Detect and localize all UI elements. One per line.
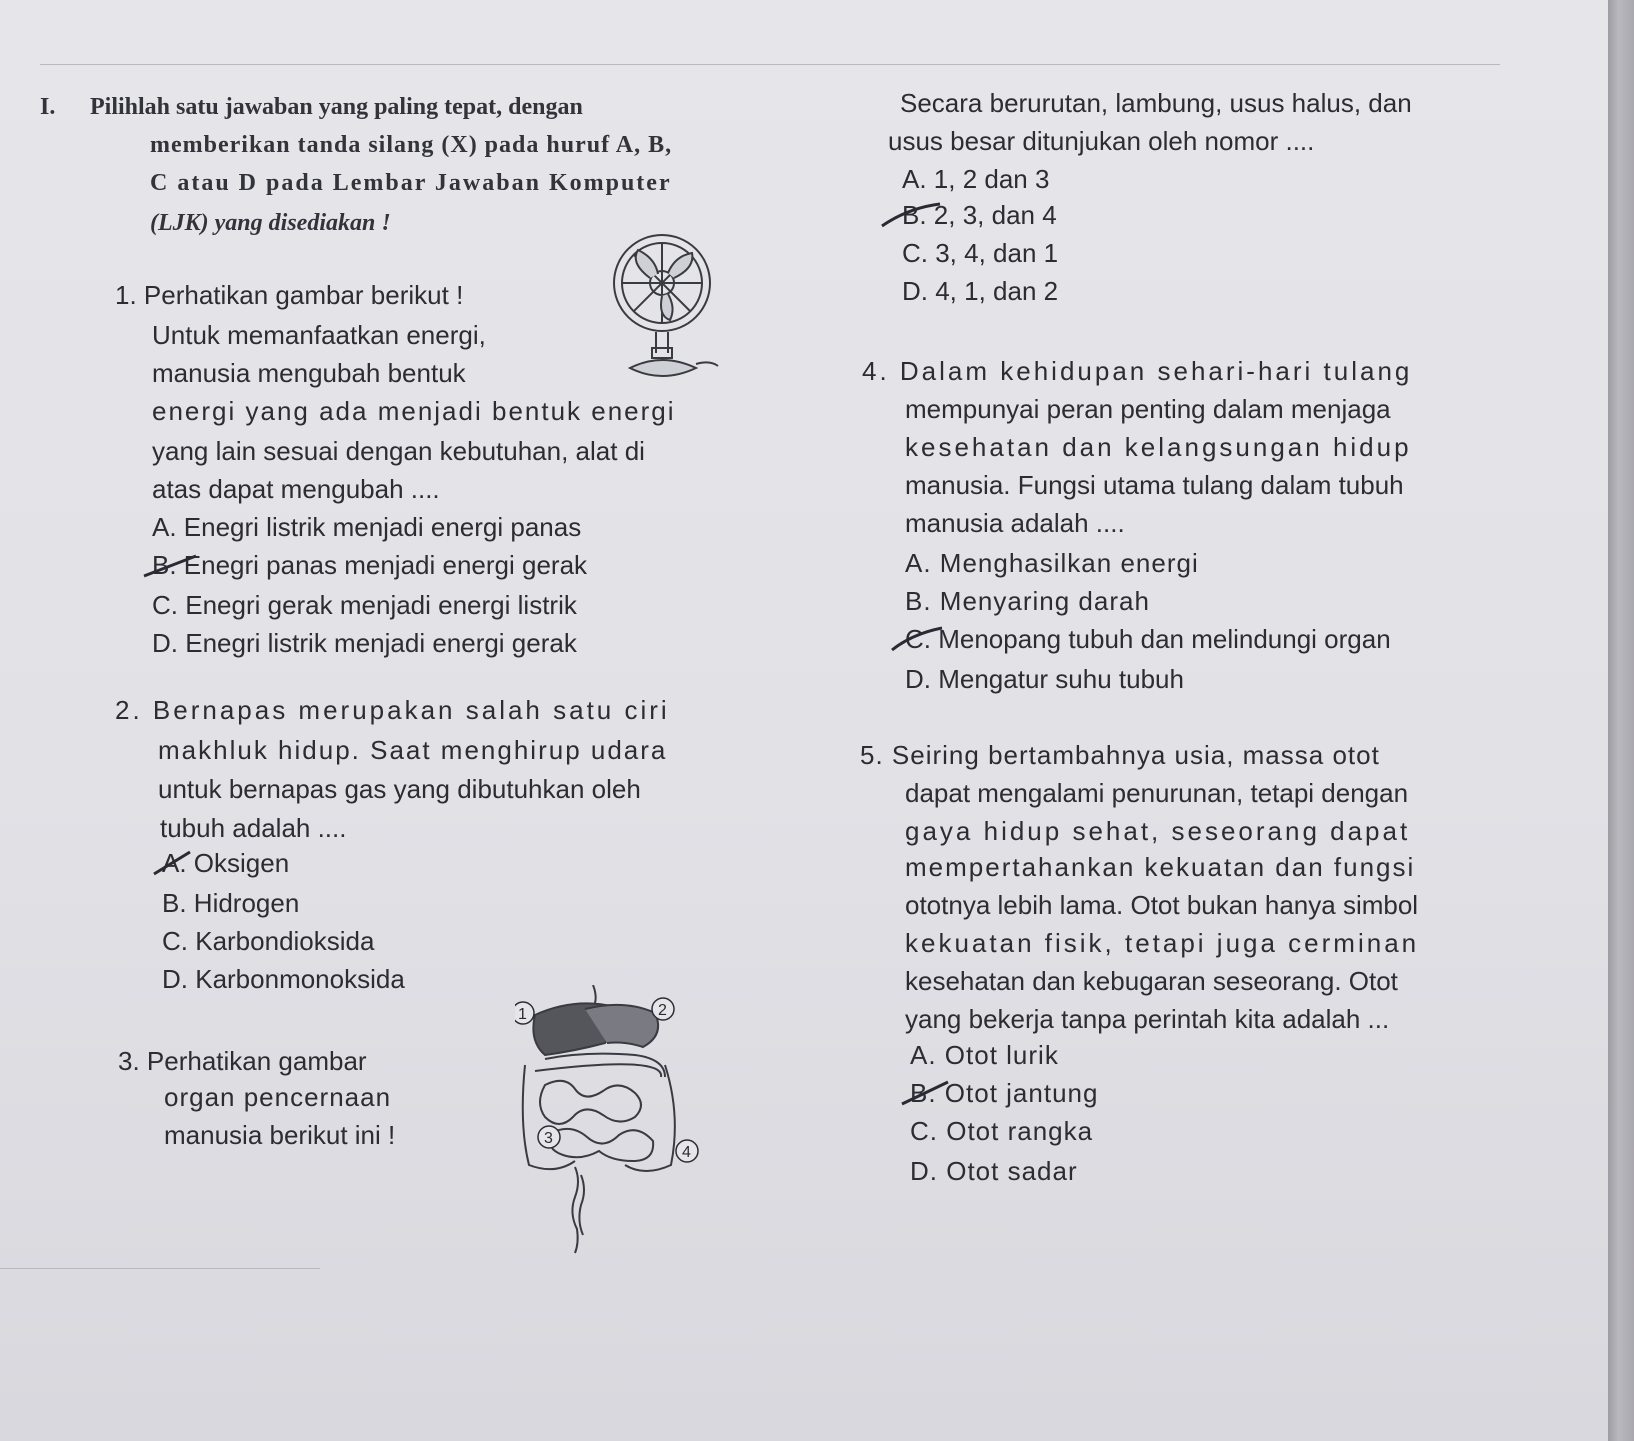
q4-option-d: D. Mengatur suhu tubuh (905, 664, 1184, 694)
answer-cross-mark (898, 1078, 958, 1108)
q5-line: gaya hidup sehat, seseorang dapat (905, 816, 1411, 846)
q3-line: organ pencernaan (164, 1082, 392, 1112)
q5-line: dapat mengalami penurunan, tetapi dengan (905, 778, 1409, 808)
answer-cross-mark (878, 200, 948, 230)
q5-line: kesehatan dan kebugaran seseorang. Otot (905, 966, 1398, 996)
answer-cross-mark (888, 624, 948, 654)
q2-option-d: D. Karbonmonoksida (162, 964, 405, 994)
q1-option-c: C. Enegri gerak menjadi energi listrik (152, 590, 577, 620)
q3-option-d: D. 4, 1, dan 2 (902, 276, 1059, 306)
q3-line: 3. Perhatikan gambar (118, 1046, 367, 1076)
q4-line: mempunyai peran penting dalam menjaga (905, 394, 1391, 424)
q2-option-c: C. Karbondioksida (162, 926, 375, 956)
q4-option-a: A. Menghasilkan energi (905, 548, 1199, 578)
answer-cross-mark (150, 848, 200, 878)
q5-option-c: C. Otot rangka (910, 1116, 1094, 1146)
digestive-system-icon (515, 985, 705, 1260)
q2-line: 2. Bernapas merupakan salah satu ciri (115, 695, 670, 725)
figure-label-1: 1 (518, 1006, 527, 1023)
q3-continuation: Secara berurutan, lambung, usus halus, dan (900, 88, 1412, 118)
q5-option-a: A. Otot lurik (910, 1040, 1059, 1070)
top-rule (40, 64, 1500, 65)
q5-line: mempertahankan kekuatan dan fungsi (905, 852, 1416, 882)
q5-option-b: B. Otot jantung (910, 1078, 1099, 1108)
q3-option-a: A. 1, 2 dan 3 (902, 164, 1050, 194)
q3-continuation: usus besar ditunjukan oleh nomor .... (888, 126, 1315, 156)
figure-label-2: 2 (658, 1002, 667, 1019)
q3-option-b: B. 2, 3, dan 4 (902, 200, 1057, 230)
q5-line: yang bekerja tanpa perintah kita adalah ... (905, 1004, 1390, 1034)
q2-option-b: B. Hidrogen (162, 888, 300, 918)
figure-label-3: 3 (544, 1130, 553, 1147)
instruction-line: memberikan tanda silang (X) pada huruf A, B, (150, 132, 673, 158)
instruction-line: (LJK) yang disediakan ! (150, 210, 391, 236)
q5-line: kekuatan fisik, tetapi juga cerminan (905, 928, 1420, 958)
bottom-rule (0, 1268, 320, 1269)
q1-line: yang lain sesuai dengan kebutuhan, alat di (152, 436, 645, 466)
figure-label-4: 4 (682, 1144, 691, 1161)
instruction-line: Pilihlah satu jawaban yang paling tepat, dengan (90, 94, 583, 120)
q1-line: energi yang ada menjadi bentuk energi (152, 396, 676, 426)
q2-option-a: A. Oksigen (162, 848, 290, 878)
q1-line: Untuk memanfaatkan energi, (152, 320, 486, 350)
q2-line: tubuh adalah .... (160, 813, 347, 843)
q1-line: atas dapat mengubah .... (152, 474, 440, 504)
q4-option-c: C. Menopang tubuh dan melindungi organ (905, 624, 1391, 654)
answer-cross-mark (140, 550, 200, 580)
q4-line: 4. Dalam kehidupan sehari-hari tulang (862, 356, 1413, 386)
q1-line: 1. Perhatikan gambar berikut ! (115, 280, 464, 310)
q3-line: manusia berikut ini ! (164, 1120, 396, 1150)
q1-line: manusia mengubah bentuk (152, 358, 466, 388)
q5-option-d: D. Otot sadar (910, 1156, 1078, 1186)
q4-line: manusia adalah .... (905, 508, 1125, 538)
q3-option-c: C. 3, 4, dan 1 (902, 238, 1059, 268)
paper-edge (1608, 0, 1634, 1441)
q4-line: kesehatan dan kelangsungan hidup (905, 432, 1412, 462)
q2-line: makhluk hidup. Saat menghirup udara (158, 735, 668, 765)
q4-line: manusia. Fungsi utama tulang dalam tubuh (905, 470, 1404, 500)
q5-line: 5. Seiring bertambahnya usia, massa otot (860, 740, 1380, 770)
q1-option-a: A. Enegri listrik menjadi energi panas (152, 512, 582, 542)
q1-option-b: B. Enegri panas menjadi energi gerak (152, 550, 588, 580)
q1-option-d: D. Enegri listrik menjadi energi gerak (152, 628, 577, 658)
q4-option-b: B. Menyaring darah (905, 586, 1150, 616)
electric-fan-icon (600, 228, 730, 388)
instruction-line: C atau D pada Lembar Jawaban Komputer (150, 170, 672, 196)
q2-line: untuk bernapas gas yang dibutuhkan oleh (158, 774, 641, 804)
q5-line: ototnya lebih lama. Otot bukan hanya simbol (905, 890, 1419, 920)
instruction-number: I. (40, 94, 56, 120)
